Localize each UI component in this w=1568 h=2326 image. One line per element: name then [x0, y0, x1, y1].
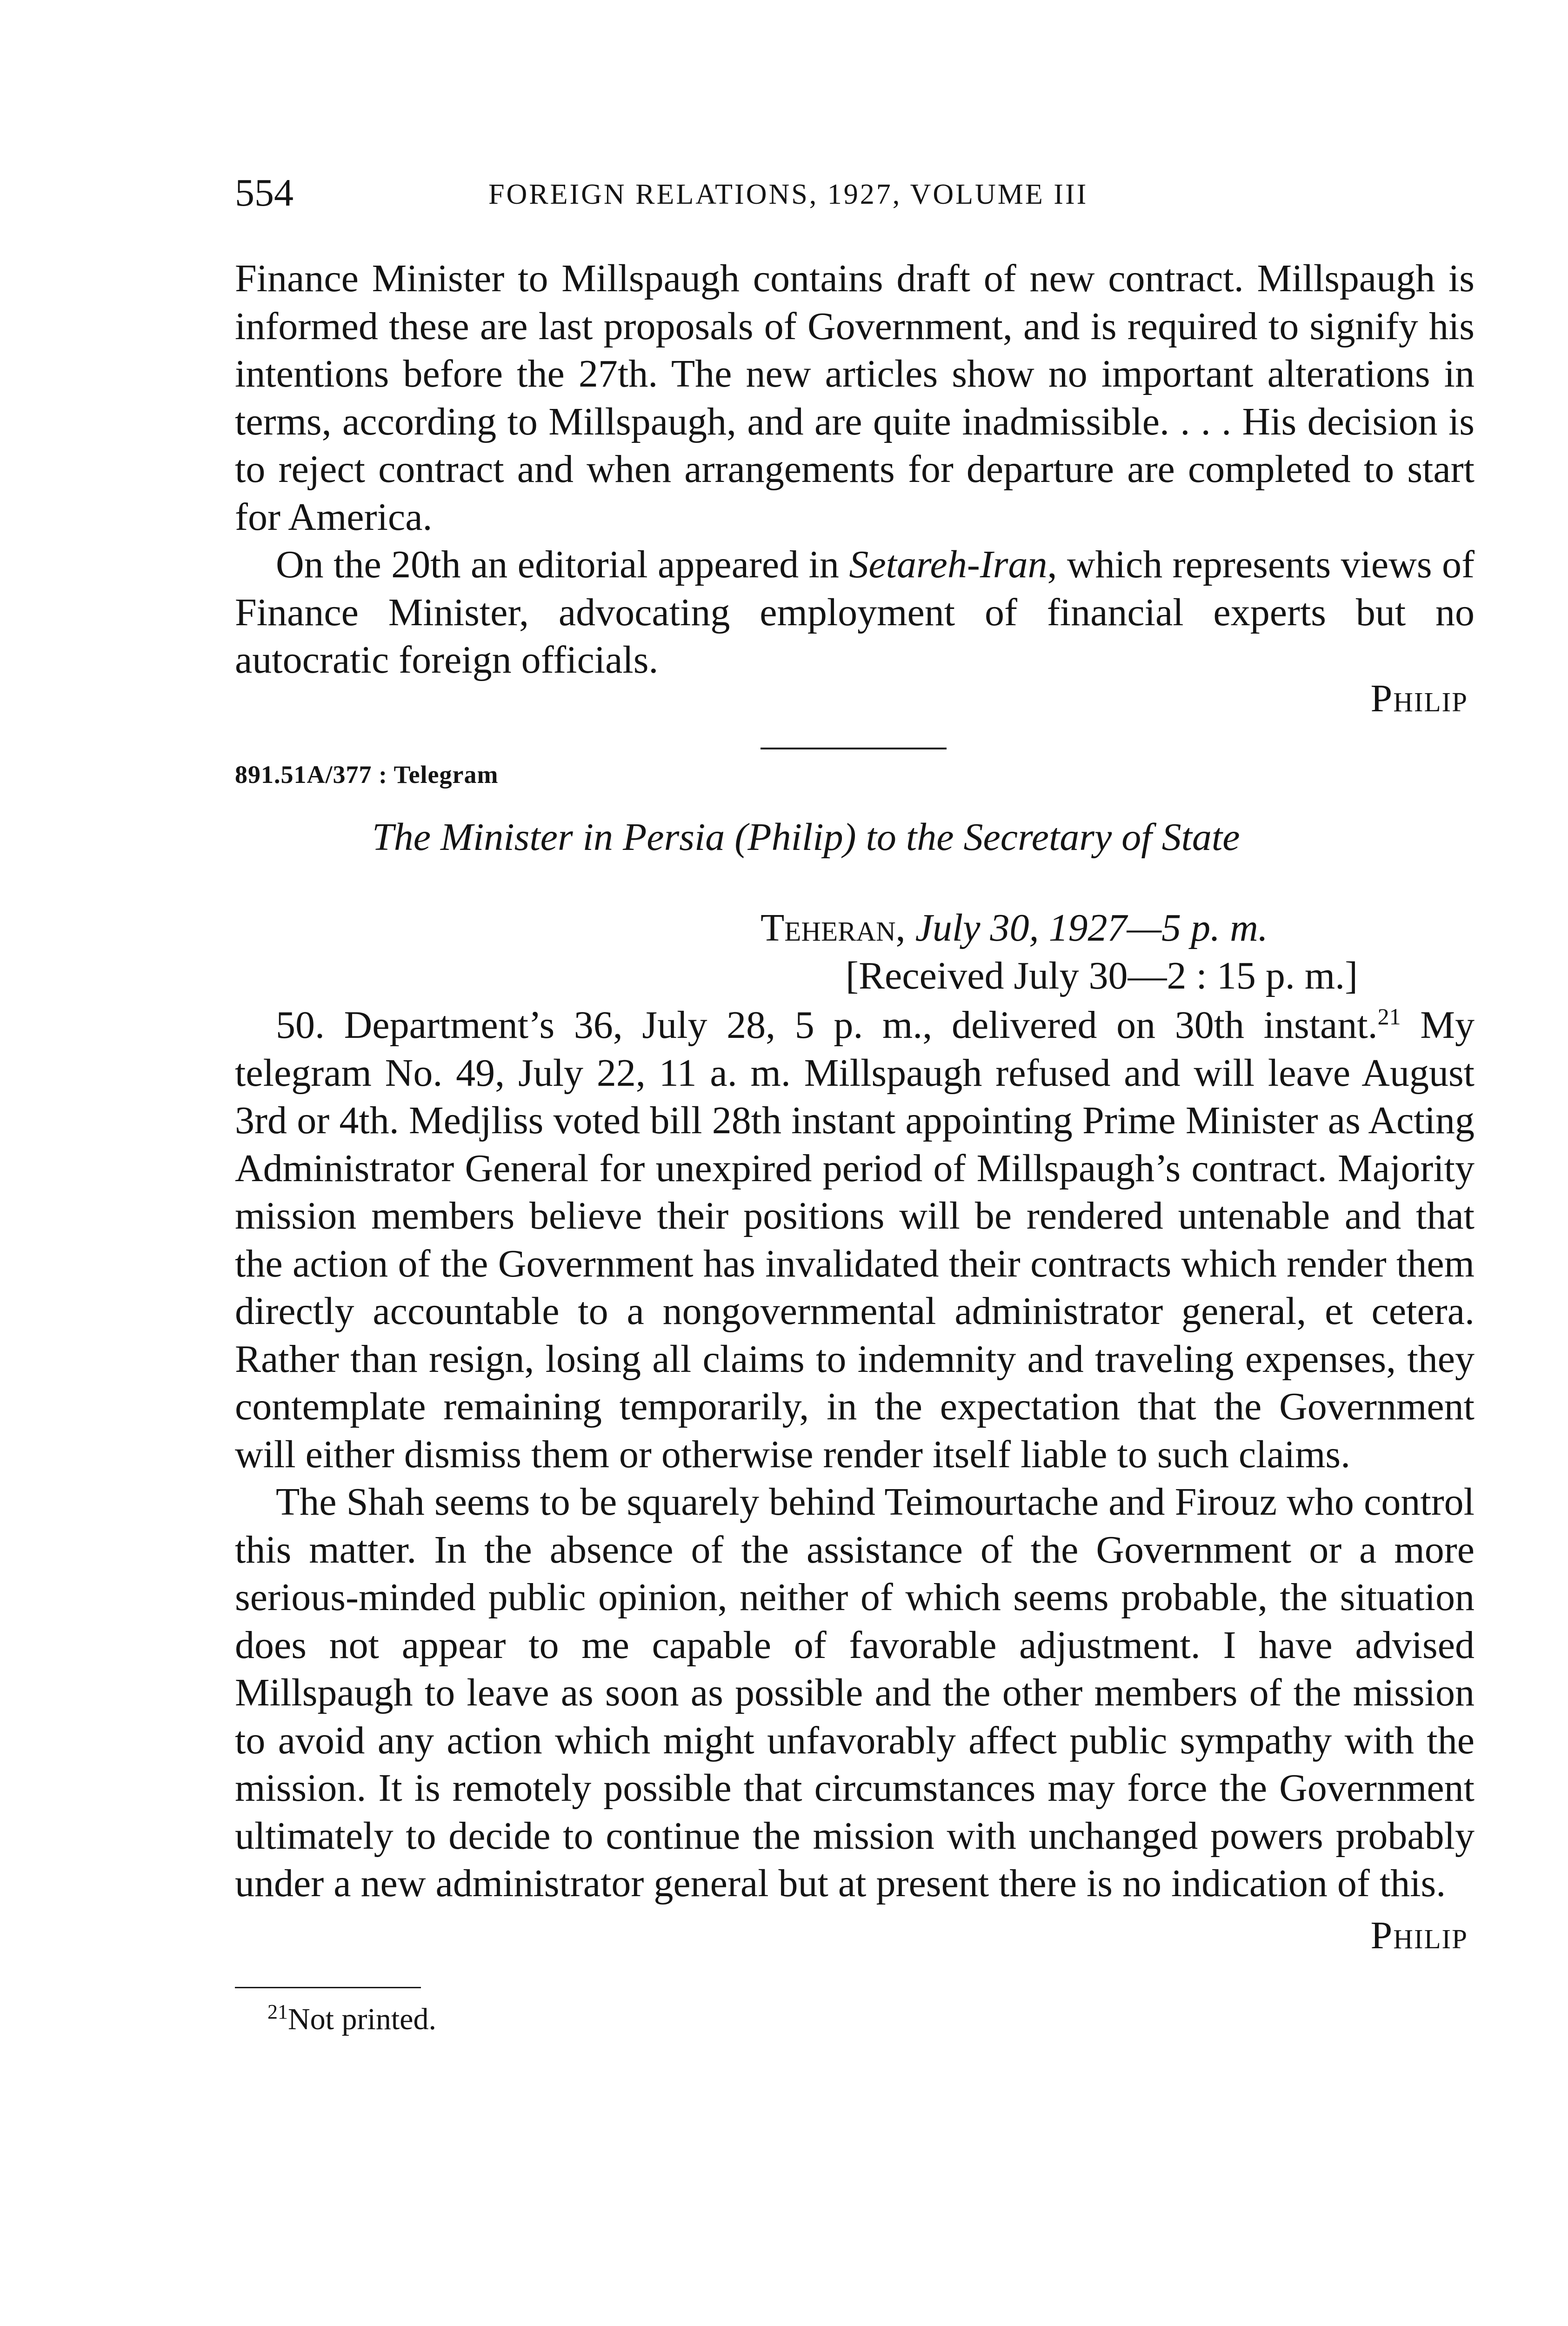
section-divider — [761, 748, 947, 749]
page-header — [235, 167, 1491, 219]
dateline-place: Teheran, — [761, 906, 906, 949]
footnote-marker: 21 — [267, 2000, 288, 2023]
newspaper-title: Setareh-Iran — [849, 543, 1048, 586]
page-number: 554 — [235, 171, 294, 214]
dateline — [761, 905, 1268, 951]
signature: Philip — [1370, 677, 1468, 720]
footnote-text: Not printed. — [288, 2002, 436, 2036]
dateline-date: July 30, 1927—5 p. m. — [915, 906, 1268, 949]
file-reference: 891.51A/377 : Telegram — [235, 761, 499, 789]
telegram-body — [235, 1002, 1475, 1908]
paragraph: On the 20th an editorial appeared in Setareh-Iran, which represents views of Finance Minister, advocating employment of financial experts but no autocratic foreign officials. — [235, 543, 1475, 682]
footnote-reference: 21 — [1377, 1003, 1401, 1029]
signature: Philip — [1370, 1914, 1468, 1957]
paragraph: 50. Department’s 36, July 28, 5 p. m., delivered on 30th instant.$^{21}$ My telegram No. 49, July 22, 11 a. m. Millspaugh refused and will leave August 3rd or 4th. Medjliss voted bill 28th instant appointing Prime Minister as Acting Administrator General for unexpired period of Millspaugh’s contract. Majority mission members believe their positions will be rendered untenable and that the action of the Government has invalidated their contracts which render them directly accountable to a nongovernmental administrator general, et cetera. Rather than resign, losing all claims to indemnity and traveling expenses, they contemplate remaining temporarily, in the expectation that the Government will either dismiss them or otherwise render itself liable to such claims. — [235, 1003, 1475, 1476]
running-head: FOREIGN RELATIONS, 1927, VOLUME III — [488, 179, 1088, 210]
paragraph: Finance Minister to Millspaugh contains draft of new contract. Millspaugh is informed these are last proposals of Government, and is required to signify his intentions before the 27th. The new articles show no important alterations in terms, according to Millspaugh, and are quite inadmissible. . . . His decision is to reject contract and when arrangements for departure are completed to start for America. — [235, 257, 1475, 539]
footnote-divider — [235, 1987, 421, 1988]
document-title: The Minister in Persia (Philip) to the Secretary of State — [372, 815, 1240, 859]
received-note: [Received July 30—2 : 15 p. m.] — [846, 954, 1358, 997]
paragraph: The Shah seems to be squarely behind Teimourtache and Firouz who control this matter. In the absence of the assistance of the Government or a more serious-minded public opinion, neither of which seems probable, the situation does not appear to me capable of favorable adjustment. I have advised Millspaugh to leave as soon as possible and the other members of the mission to avoid any action which might unfavorably affect public sympathy with the mission. It is remotely possible that circumstances may force the Government ultimately to decide to continue the mission with unchanged powers probably under a new administrator general but at present there is no indication of this. — [235, 1480, 1475, 1905]
footnote — [267, 1998, 436, 2040]
telegram-continuation — [235, 255, 1475, 684]
